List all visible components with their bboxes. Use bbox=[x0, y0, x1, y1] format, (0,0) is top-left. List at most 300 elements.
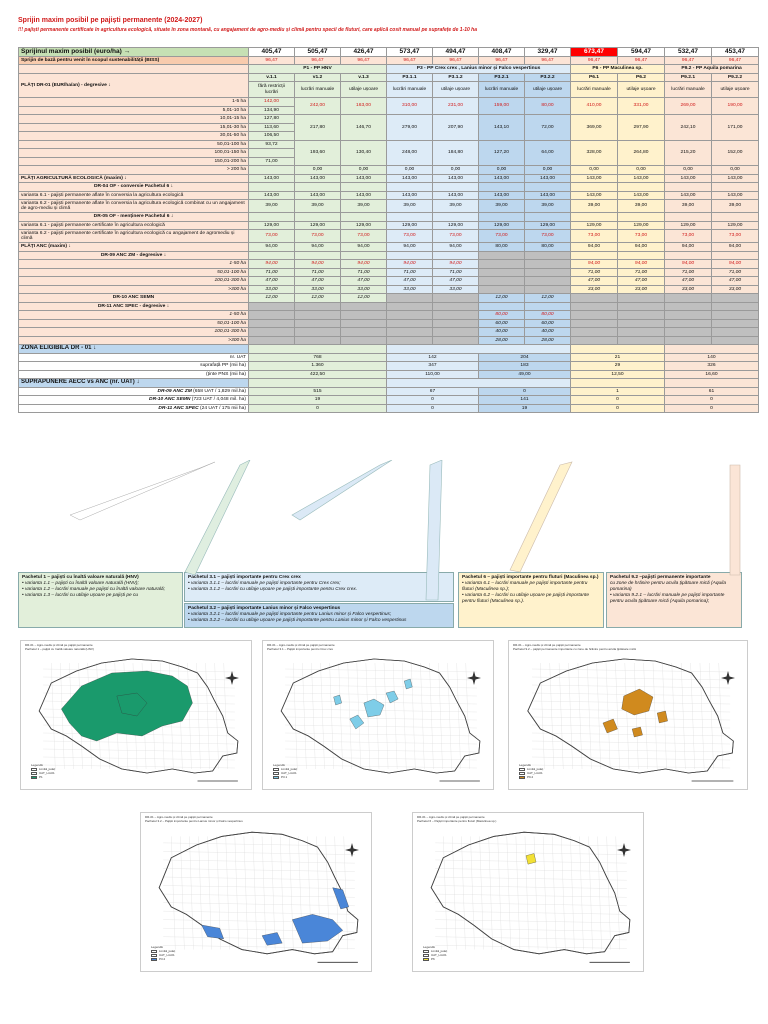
version-header: P3.1.2 bbox=[433, 73, 479, 82]
band-label: >300 ha bbox=[19, 285, 249, 294]
compass-icon bbox=[225, 671, 239, 685]
value-cell: 71,00 bbox=[295, 268, 341, 277]
value-cell: 143,00 bbox=[249, 174, 295, 183]
map-caption-line: Pachetul 3.1 – Pajiști importante pentru Crex crex bbox=[267, 646, 334, 651]
value-cell: 184,80 bbox=[433, 140, 479, 166]
blank-cell bbox=[387, 302, 433, 311]
value-cell: 47,00 bbox=[618, 277, 665, 286]
blank-cell bbox=[341, 328, 387, 337]
value-cell: 129,00 bbox=[249, 221, 295, 230]
value-cell: 269,00 bbox=[665, 98, 712, 115]
blank-cell bbox=[295, 336, 341, 345]
blank-cell bbox=[618, 311, 665, 320]
legend-swatch bbox=[151, 958, 157, 961]
value-cell: 143,00 bbox=[525, 174, 571, 183]
page-subtitle bbox=[18, 27, 758, 33]
value-cell: 16,60 bbox=[665, 370, 759, 379]
value-cell: 93,72 bbox=[249, 140, 295, 149]
value-cell: 0,00 bbox=[295, 166, 341, 175]
value-cell: 264,80 bbox=[618, 140, 665, 166]
value-cell: 297,90 bbox=[618, 115, 665, 141]
value-cell: 129,00 bbox=[341, 221, 387, 230]
group-header: P1 - PP HNV bbox=[249, 65, 387, 74]
value-cell: 96,47 bbox=[249, 56, 295, 65]
value-cell: 143,00 bbox=[618, 174, 665, 183]
method-header: utilaje ușoare bbox=[433, 82, 479, 98]
value-cell: 96,47 bbox=[433, 56, 479, 65]
value-cell: 1.360 bbox=[249, 362, 387, 371]
value-cell: 73,00 bbox=[341, 230, 387, 243]
value-cell: 96,47 bbox=[295, 56, 341, 65]
v61m-row bbox=[19, 221, 759, 230]
value-cell: 143,00 bbox=[618, 191, 665, 200]
value-cell: 47,00 bbox=[665, 277, 712, 286]
value-cell: 12,00 bbox=[525, 294, 571, 303]
blank-cell bbox=[665, 328, 712, 337]
blank-cell bbox=[479, 302, 525, 311]
value-cell: 96,47 bbox=[387, 56, 433, 65]
band-label: 30,01-50 ha bbox=[19, 132, 249, 141]
romania-map bbox=[413, 813, 645, 973]
value-cell: 71,00 bbox=[249, 268, 295, 277]
overlap-row bbox=[19, 396, 759, 405]
method-header: utilaje ușoare bbox=[525, 82, 571, 98]
country-outline bbox=[281, 659, 480, 773]
dr11-band-row bbox=[19, 328, 759, 337]
blank-cell bbox=[479, 260, 525, 269]
value-cell: 0,00 bbox=[479, 166, 525, 175]
value-cell: 143,00 bbox=[433, 174, 479, 183]
section-header: ZONA ELIGIBILĂ DR - 01 ↓ bbox=[19, 345, 249, 354]
method-header: utilaje ușoare bbox=[341, 82, 387, 98]
blank-cell bbox=[479, 251, 525, 260]
blank-cell bbox=[571, 213, 618, 222]
value-cell: 0,00 bbox=[433, 166, 479, 175]
legend-entry bbox=[151, 957, 175, 961]
package-1-item: • varianta 1.1 – pajiști cu înaltă valoare naturală (HNV); bbox=[22, 581, 139, 586]
subtitle-prefix: !!! bbox=[18, 27, 23, 33]
row-label: varianta 6.1 - pajiști permanente aflate în conversia la agricultura ecologică bbox=[19, 191, 249, 200]
value-cell: 39,00 bbox=[665, 200, 712, 213]
group-header: P3 - PP Crex crex , Lanius minor și Falco vespertinus bbox=[387, 65, 571, 74]
value-cell: 242,00 bbox=[295, 98, 341, 115]
value-cell: 0,00 bbox=[387, 166, 433, 175]
legend-text: Legendă bbox=[519, 763, 531, 767]
value-cell: 94,00 bbox=[387, 260, 433, 269]
value-cell: 72,00 bbox=[525, 115, 571, 141]
compass-icon bbox=[721, 671, 735, 685]
row-label: varianta 6.2 - pajiști permanente certificate în agricultura ecologică cu angajament de agromediu și climă bbox=[19, 230, 249, 243]
value-cell: 12,00 bbox=[479, 294, 525, 303]
value-cell: 94,00 bbox=[433, 260, 479, 269]
row-label: (ținte PNS (mii ha) bbox=[19, 370, 249, 379]
value-cell: 141 bbox=[479, 396, 571, 405]
arrow-p1 bbox=[185, 460, 250, 575]
value-cell: 217,80 bbox=[295, 115, 341, 141]
zone-row bbox=[19, 370, 759, 379]
map-legend bbox=[519, 763, 543, 779]
blank-cell bbox=[525, 268, 571, 277]
legend-entry bbox=[423, 957, 447, 961]
value-cell: 71,00 bbox=[387, 268, 433, 277]
map-caption-line: DR-01 – Agro-mediu și climă pe pajiști permanente bbox=[267, 643, 335, 647]
blank-cell bbox=[525, 213, 571, 222]
value-cell: 96,47 bbox=[341, 56, 387, 65]
blank-cell bbox=[295, 319, 341, 328]
overlap-name: DR-10 ANC SEMN bbox=[149, 397, 191, 402]
map-panel bbox=[20, 640, 252, 790]
map-caption-line: Pachetul 1 – pajiști cu înaltă valoare naturală (HNV) bbox=[25, 646, 94, 651]
value-cell: 110,00 bbox=[387, 370, 479, 379]
package-3-2-title: Pachetul 3.2 – pajiști importante Lanius minor și Falco vespertinus bbox=[188, 606, 341, 611]
row-label bbox=[19, 396, 249, 405]
value-cell: 129,00 bbox=[525, 221, 571, 230]
package-3-1-item: • varianta 3.1.2 – lucrări cu utilaje ușoare pe pajiști importante pentru Crex crex. bbox=[188, 587, 358, 592]
map-caption-line: Pachetul 3.2 – Pajiști importante pentru Lanius minor și Falco vespertinus bbox=[145, 818, 243, 823]
band-label: 1-50 ha bbox=[19, 311, 249, 320]
blank-cell bbox=[618, 319, 665, 328]
value-cell: 231,00 bbox=[433, 98, 479, 115]
value-cell: 47,00 bbox=[341, 277, 387, 286]
blank-cell bbox=[249, 379, 387, 388]
band-label: 150,01-200 ha bbox=[19, 157, 249, 166]
version-header: P6.2 bbox=[618, 73, 665, 82]
eligible-area bbox=[632, 727, 642, 737]
blank-cell bbox=[665, 379, 759, 388]
value-cell: 33,00 bbox=[618, 285, 665, 294]
map-legend bbox=[31, 763, 55, 779]
value-cell: 12,00 bbox=[295, 294, 341, 303]
value-cell: 143,00 bbox=[665, 191, 712, 200]
value-cell: 0,00 bbox=[665, 166, 712, 175]
legend-entry bbox=[519, 775, 543, 779]
method-header: utilaje ușoare bbox=[712, 82, 759, 98]
blank-cell bbox=[618, 294, 665, 303]
value-cell: 143,00 bbox=[525, 191, 571, 200]
value-cell: 73,00 bbox=[479, 230, 525, 243]
blank-cell bbox=[341, 183, 387, 192]
value-cell: 40,00 bbox=[479, 328, 525, 337]
value-cell: 0 bbox=[571, 396, 665, 405]
map-caption bbox=[417, 816, 577, 823]
connector-arrows bbox=[0, 460, 768, 660]
band-label: 1-5 ha bbox=[19, 98, 249, 107]
value-cell: 39,00 bbox=[479, 200, 525, 213]
overlap-detail: (723 UAT / 4,048 mil. ha) bbox=[190, 397, 246, 402]
legend-swatch bbox=[31, 776, 37, 779]
legend-text: P3.1 bbox=[281, 775, 288, 779]
blank-cell bbox=[712, 294, 759, 303]
blank-cell bbox=[341, 311, 387, 320]
blank-cell bbox=[479, 268, 525, 277]
map-caption-line: DR-01 – Agro-mediu și climă pe pajiști permanente bbox=[25, 643, 93, 647]
max-value-cell: 505,47 bbox=[295, 48, 341, 57]
band-label: 100,01-150 ha bbox=[19, 149, 249, 158]
blank-cell bbox=[525, 285, 571, 294]
value-cell: 39,00 bbox=[712, 200, 759, 213]
legend-text: Limită_județ bbox=[159, 949, 176, 953]
value-cell: 129,00 bbox=[433, 221, 479, 230]
value-cell: 143,10 bbox=[479, 115, 525, 141]
value-cell: 33,00 bbox=[665, 285, 712, 294]
section-header: SUPRAPUNERE AECC vs ANC (nr. UAT) ↓ bbox=[19, 379, 249, 388]
compass-icon bbox=[467, 671, 481, 685]
max-value-cell: 426,47 bbox=[341, 48, 387, 57]
value-cell: 129,00 bbox=[295, 221, 341, 230]
package-1-item: • varianta 1.2 – lucrări manuale pe pajiști cu înaltă valoare naturală; bbox=[22, 587, 166, 592]
blank-cell bbox=[618, 336, 665, 345]
value-cell: 0 bbox=[387, 404, 479, 413]
band-row bbox=[19, 166, 759, 175]
value-cell: 0 bbox=[571, 404, 665, 413]
blank-cell bbox=[387, 294, 433, 303]
max-support-row bbox=[19, 48, 759, 57]
legend-swatch bbox=[423, 958, 429, 961]
value-cell: 310,00 bbox=[387, 98, 433, 115]
blank-cell bbox=[618, 213, 665, 222]
map-caption-line: DR-01 – Agro-mediu și climă pe pajiști permanente bbox=[513, 643, 581, 647]
value-cell: 143,00 bbox=[571, 191, 618, 200]
row-label: varianta 6.2 - pajiști permanente aflate în conversia la agricultura ecologică combinat cu un angajament de agro-mediu și climă bbox=[19, 200, 249, 213]
value-cell: 71,00 bbox=[571, 268, 618, 277]
subtitle-text: pajiști permanente certificate în agricultura ecologică, situate în zona montană, cu angajament de agro-mediu și climă pentru specii de fluturi, care aplică cosit manual pe suprafețe de 1-10 ha bbox=[23, 27, 478, 33]
value-cell: 96,47 bbox=[571, 56, 618, 65]
blank-cell bbox=[387, 311, 433, 320]
row-label: DR-11 ANC SPEC - degresive ↓ bbox=[19, 302, 249, 311]
legend-text: UAT_Lim01 bbox=[39, 771, 55, 775]
value-cell bbox=[249, 166, 295, 175]
package-3-1-item: • varianta 3.1.1 – lucrări manuale pe pajiști importante pentru Crex crex; bbox=[188, 581, 341, 586]
value-cell: 73,00 bbox=[387, 230, 433, 243]
dr09-band-row bbox=[19, 260, 759, 269]
value-cell: 47,00 bbox=[387, 277, 433, 286]
value-cell: 33,00 bbox=[295, 285, 341, 294]
blank-cell bbox=[665, 302, 712, 311]
max-value-cell: 532,47 bbox=[665, 48, 712, 57]
value-cell: 190,00 bbox=[712, 98, 759, 115]
row-label: DR-05 OF - menținere Pachetul 6 ↓ bbox=[19, 213, 249, 222]
legend-text: UAT_Lim01 bbox=[527, 771, 543, 775]
blank-cell bbox=[433, 302, 479, 311]
max-value-cell: 594,47 bbox=[618, 48, 665, 57]
value-cell: 143,00 bbox=[295, 174, 341, 183]
blank-cell bbox=[341, 213, 387, 222]
value-cell: 94,00 bbox=[433, 243, 479, 252]
version-header: v1.2 bbox=[295, 73, 341, 82]
value-cell: 143,00 bbox=[341, 191, 387, 200]
blank-cell bbox=[712, 319, 759, 328]
row-label: nr. UAT bbox=[19, 353, 249, 362]
blank-cell bbox=[249, 319, 295, 328]
package-1-item: • varianta 1.3 – lucrări cu utilaje ușoare pe pajiști pe cu bbox=[22, 593, 139, 598]
method-header: lucrări manuale bbox=[479, 82, 525, 98]
value-cell: 143,00 bbox=[479, 191, 525, 200]
dr09-band-row bbox=[19, 277, 759, 286]
dr05-row bbox=[19, 213, 759, 222]
value-cell: 80,00 bbox=[479, 243, 525, 252]
value-cell: 94,00 bbox=[665, 260, 712, 269]
value-cell: 49,00 bbox=[479, 370, 571, 379]
value-cell: 130,40 bbox=[341, 140, 387, 166]
value-cell: 94,00 bbox=[665, 243, 712, 252]
value-cell: 0,00 bbox=[712, 166, 759, 175]
blank-cell bbox=[479, 285, 525, 294]
blank-cell bbox=[665, 183, 712, 192]
blank-cell bbox=[665, 311, 712, 320]
value-cell: 61 bbox=[665, 387, 759, 396]
dr10-row bbox=[19, 294, 759, 303]
value-cell: 47,00 bbox=[249, 277, 295, 286]
value-cell: 163,00 bbox=[341, 98, 387, 115]
version-header: v.1.3 bbox=[341, 73, 387, 82]
zone-row bbox=[19, 362, 759, 371]
blank-cell bbox=[295, 328, 341, 337]
blank-cell bbox=[571, 336, 618, 345]
arrow-p6 bbox=[510, 462, 572, 572]
value-cell: 143,00 bbox=[665, 174, 712, 183]
blank-cell bbox=[433, 336, 479, 345]
blank-cell bbox=[249, 183, 295, 192]
legend-text: Legendă bbox=[273, 763, 285, 767]
value-cell: 47,00 bbox=[295, 277, 341, 286]
blank-cell bbox=[571, 302, 618, 311]
band-label: 15,01-30 ha bbox=[19, 123, 249, 132]
value-cell: 94,00 bbox=[341, 243, 387, 252]
anc-row bbox=[19, 243, 759, 252]
blank-cell bbox=[433, 213, 479, 222]
blank-cell bbox=[387, 213, 433, 222]
value-cell: 129,00 bbox=[479, 221, 525, 230]
band-label: 100,01-300 ha bbox=[19, 328, 249, 337]
value-cell: 80,00 bbox=[525, 311, 571, 320]
dr09-band-row bbox=[19, 268, 759, 277]
blank-cell bbox=[665, 336, 712, 345]
blank-cell bbox=[665, 319, 712, 328]
value-cell: 146,70 bbox=[341, 115, 387, 141]
package-1-title: Pachetul 1 – pajiști cu înaltă valoare naturală (HNV) bbox=[22, 575, 139, 580]
compass-icon bbox=[617, 843, 631, 857]
blank-cell bbox=[295, 251, 341, 260]
value-cell: 215,20 bbox=[665, 140, 712, 166]
blank-cell bbox=[479, 183, 525, 192]
value-cell: 129,00 bbox=[665, 221, 712, 230]
package-3-1-title: Pachetul 3.1 – pajiști importante pentru Crex crex bbox=[188, 575, 301, 580]
map-panel bbox=[262, 640, 494, 790]
value-cell: 12,00 bbox=[249, 294, 295, 303]
value-cell: 21 bbox=[571, 353, 665, 362]
value-cell: 96,47 bbox=[479, 56, 525, 65]
group-header: P9.2 - PP Aquila pomarina bbox=[665, 65, 759, 74]
value-cell: 94,00 bbox=[571, 243, 618, 252]
value-cell: 0 bbox=[665, 404, 759, 413]
overlap-name: DR-09 ANC ZM bbox=[157, 388, 192, 394]
value-cell: 33,00 bbox=[571, 285, 618, 294]
legend-entry bbox=[273, 775, 297, 779]
method-header: fără restricții lucrări bbox=[249, 82, 295, 98]
value-cell: 127,80 bbox=[249, 115, 295, 124]
package-9-2-title: Pachetul 9.2 –pajiști permanente importante bbox=[610, 575, 711, 580]
package-3-2-item: • varianta 3.2.2 – lucrări cu utilaje ușoare pe pajiști importante pentru Lanius minor și Falco vespertinus bbox=[188, 618, 407, 623]
value-cell: 159,00 bbox=[479, 98, 525, 115]
blank-cell bbox=[433, 328, 479, 337]
value-cell: 127,20 bbox=[479, 140, 525, 166]
value-cell: 71,00 bbox=[341, 268, 387, 277]
page-title: Sprijin maxim posibil pe pajiști permanente (2024-2027) bbox=[18, 17, 203, 24]
legend-text: P1 bbox=[39, 775, 43, 779]
version-header: P3.2.2 bbox=[525, 73, 571, 82]
method-header: lucrări manuale bbox=[665, 82, 712, 98]
overlap-name: DR-11 ANC SPEC bbox=[158, 405, 199, 411]
row-label: Sprijinul maxim posibil (euro/ha) → bbox=[19, 48, 249, 57]
value-cell: 96,47 bbox=[618, 56, 665, 65]
blank-cell bbox=[249, 302, 295, 311]
map-panel bbox=[412, 812, 644, 972]
band-row bbox=[19, 98, 759, 107]
method-header: utilaje ușoare bbox=[618, 82, 665, 98]
romania-map bbox=[509, 641, 749, 791]
value-cell: 193,60 bbox=[295, 140, 341, 166]
row-label: DR-10 ANC SEMN bbox=[19, 294, 249, 303]
value-cell: 347 bbox=[387, 362, 479, 371]
version-header: P3.2.1 bbox=[479, 73, 525, 82]
value-cell: 96,47 bbox=[712, 56, 759, 65]
value-cell: 1 bbox=[571, 387, 665, 396]
value-cell: 73,00 bbox=[665, 230, 712, 243]
value-cell: 143,00 bbox=[249, 191, 295, 200]
package-6-title: Pachetul 6 – pajiști importante pentru fluturi (Maculinea sp.) bbox=[462, 575, 599, 580]
blank-cell bbox=[571, 311, 618, 320]
biss-row bbox=[19, 56, 759, 65]
romania-map bbox=[263, 641, 495, 791]
value-cell: 33,00 bbox=[712, 285, 759, 294]
max-value-cell: 329,47 bbox=[525, 48, 571, 57]
blank-cell bbox=[712, 336, 759, 345]
blank-cell bbox=[712, 213, 759, 222]
value-cell: 279,00 bbox=[387, 115, 433, 141]
value-cell: 142,00 bbox=[249, 98, 295, 107]
blank-cell bbox=[525, 277, 571, 286]
value-cell: 73,00 bbox=[618, 230, 665, 243]
v62m-row bbox=[19, 230, 759, 243]
overlap-detail: (658 UAT / 1,829 mil.ha) bbox=[191, 388, 246, 394]
row-label: DR-09 ANC ZM - degresive ↓ bbox=[19, 251, 249, 260]
blank-cell bbox=[249, 149, 295, 158]
value-cell: 40,00 bbox=[525, 328, 571, 337]
value-cell: 369,00 bbox=[571, 115, 618, 141]
value-cell: 12,50 bbox=[571, 370, 665, 379]
value-cell: 183 bbox=[479, 362, 571, 371]
blank-cell bbox=[618, 302, 665, 311]
blank-cell bbox=[249, 336, 295, 345]
row-label: suprafață PP (mii ha) bbox=[19, 362, 249, 371]
row-label: PLĂȚI AGRICULTURĂ ECOLOGICĂ (maxim) ↓ bbox=[19, 174, 249, 183]
value-cell: 60,00 bbox=[525, 319, 571, 328]
value-cell: 0,00 bbox=[618, 166, 665, 175]
value-cell: 94,00 bbox=[341, 260, 387, 269]
package-9-2-item: • varianta 9.2.1 – lucrări manuale pe pajiști importante pentru acvila țipătoare mică (Aquila pomarina); bbox=[610, 593, 725, 604]
blank-cell bbox=[387, 379, 571, 388]
legend-text: Limită_județ bbox=[527, 767, 544, 771]
value-cell: 71,00 bbox=[665, 268, 712, 277]
value-cell: 143,00 bbox=[571, 174, 618, 183]
max-value-cell: 573,47 bbox=[387, 48, 433, 57]
blank-cell bbox=[341, 302, 387, 311]
dr11-band-row bbox=[19, 336, 759, 345]
version-header: P3.1.1 bbox=[387, 73, 433, 82]
romania-map bbox=[141, 813, 373, 973]
overlap-row bbox=[19, 404, 759, 413]
dr11-band-row bbox=[19, 319, 759, 328]
